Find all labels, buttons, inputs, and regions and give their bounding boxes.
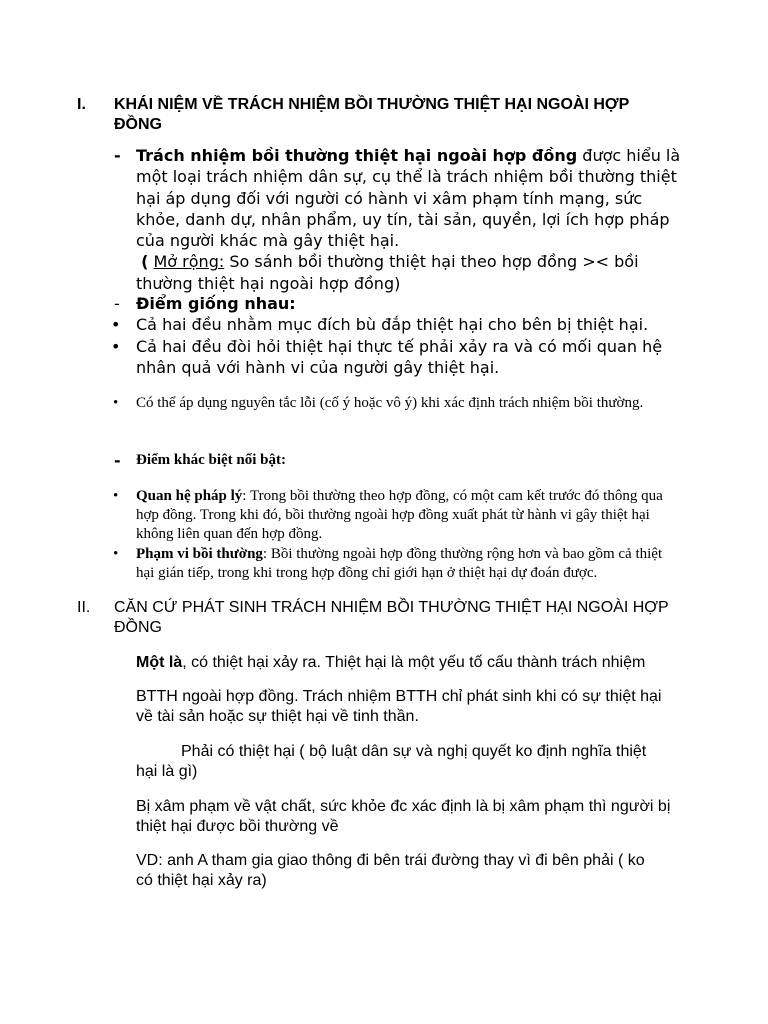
section-2-heading [77,598,677,640]
similarities-label: Điểm giống nhau: [136,294,296,313]
section-1-heading [77,95,677,137]
bullet-dot-icon: • [113,395,119,411]
paragraph-4 [136,797,671,837]
paragraph-1-rest: , có thiệt hại xảy ra. Thiệt hại là một yếu tố cấu thành trách nhiệm [182,654,646,671]
paragraph-5-text: VD: anh A tham gia giao thông đi bên trái đường thay vì đi bên phải ( ko có thiệt hại xảy ra) [136,852,645,889]
similarity-bullet [111,314,684,335]
paragraph-5 [136,851,664,891]
expand-open-paren: ( [141,252,149,272]
paragraph-2-text: BTTH ngoài hợp đồng. Trách nhiệm BTTH chỉ phát sinh khi có sự thiệt hại về tài sản hoặc sự thiệt hại về tinh thần. [136,688,662,725]
paragraph-4-text: Bị xâm phạm về vật chất, sức khỏe đc xác định là bị xâm phạm thì người bị thiệt hại được bồi thường về [136,798,671,835]
similarity-text: Có thể áp dụng nguyên tắc lỗi (cố ý hoặc vô ý) khi xác định trách nhiệm bồi thường. [136,395,644,411]
difference-bullet [114,545,676,583]
section-1-title: KHÁI NIỆM VỀ TRÁCH NHIỆM BỒI THƯỜNG THIỆT HẠI NGOÀI HỢP ĐỒNG [114,96,629,133]
similarities-block [111,293,684,378]
section-2-number: II. [77,599,91,616]
differences-label: Điểm khác biệt nổi bật: [136,452,286,468]
dash-marker: - [114,146,121,165]
dash-marker: - [114,294,120,313]
expand-label: Mở rộng: [153,252,225,272]
paragraph-1-lead: Một là [136,654,183,671]
bullet-dot-icon: • [111,336,121,356]
paragraph-1-text [136,653,676,673]
similarity-text: Cả hai đều đòi hỏi thiệt hại thực tế phải xảy ra và có mối quan hệ nhân quả với hành vi của người gây thiệt hại. [136,336,663,377]
difference-text [136,487,676,545]
definition-item [114,145,684,294]
difference-desc: : Bồi thường ngoài hợp đồng thường rộng hơn và bao gồm cả thiệt hại gián tiếp, trong khi trong hợp đồng chỉ giới hạn ở thiệt hại dự đoán được. [136,545,663,581]
difference-term: Phạm vi bồi thường [136,545,263,562]
similarity-text: Cả hai đều nhằm mục đích bù đắp thiệt hại cho bên bị thiệt hại. [136,315,649,335]
definition-term: Trách nhiệm bồi thường thiệt hại ngoài hợp đồng [136,146,578,165]
differences-list [114,487,676,583]
section-2-title: CĂN CỨ PHÁT SINH TRÁCH NHIỆM BỒI THƯỜNG THIỆT HẠI NGOÀI HỢP ĐỒNG [114,599,669,636]
dash-marker: - [114,451,121,470]
paragraph-1 [136,653,676,673]
bullet-dot-icon: • [113,545,119,562]
difference-term: Quan hệ pháp lý [136,488,243,504]
expand-text: So sánh bồi thường thiệt hại theo hợp đồng >< bồi thường thiệt hại ngoài hợp đồng) [136,252,639,293]
differences-label-row [114,451,674,470]
paragraph-2 [136,687,676,727]
difference-bullet [114,487,676,545]
similarity-bullet [111,336,684,379]
paragraph-3-text: Phải có thiệt hại ( bộ luật dân sự và nghị quyết ko định nghĩa thiệt hại là gì) [136,743,647,780]
definition-text: được hiểu là một loại trách nhiệm dân sự, cụ thể là trách nhiệm bồi thường thiệt hại áp dụng đối với người có hành vi xâm phạm tính mạng, sức khỏe, danh dự, nhân phẩm, uy tín, tài sản, quyền, lợi ích hợp pháp của người khác mà gây thiệt hại. [136,146,681,251]
difference-text [136,545,676,583]
similarity-bullet [114,394,674,413]
difference-desc: : Trong bồi thường theo hợp đồng, có một cam kết trước đó thông qua hợp đồng. Trong khi đó, bồi thường ngoài hợp đồng xuất phát từ hành vi gây thiệt hại không liên quan đến hợp đồng. [136,488,663,543]
bullet-dot-icon: • [113,488,119,504]
expand-note [136,251,684,294]
paragraph-3 [136,742,664,782]
bullet-dot-icon: • [111,315,121,335]
definition-paragraph [136,145,684,251]
section-1-number: I. [77,96,86,113]
